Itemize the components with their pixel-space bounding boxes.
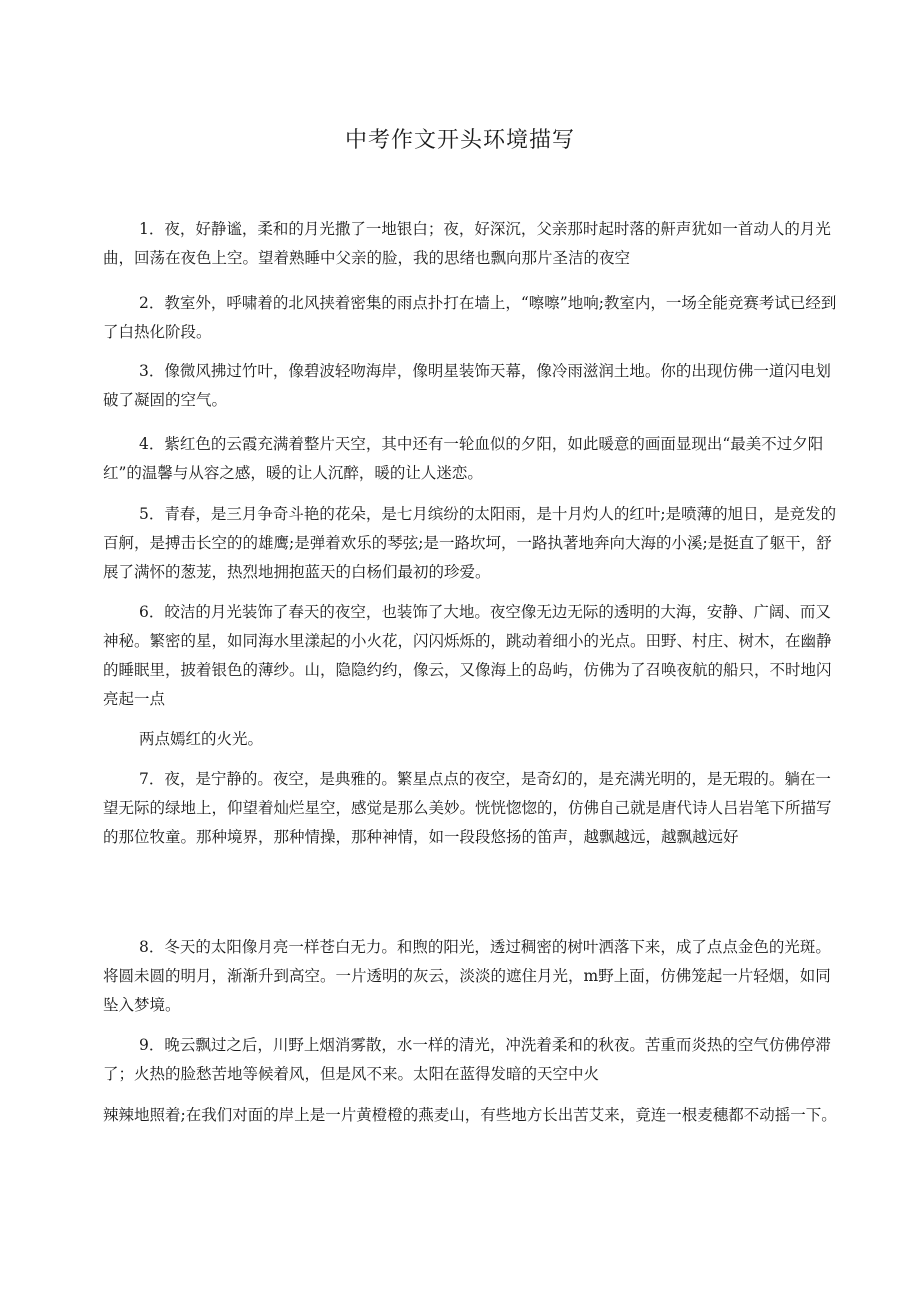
paragraph-7: 7．夜，是宁静的。夜空，是典雅的。繁星点点的夜空，是奇幻的，是充满光明的，是无瑕的。躺在一望无际的绿地上，仰望着灿烂星空，感觉是那么美妙。恍恍惚惚的，仿佛自己就是唐代诗人吕岩笔下所描写的那位牧童。那种境界，那种情操，那种神情，如一段段悠扬的笛声，越飘越远，越飘越远好 <box>103 770 832 846</box>
paragraph-6-continuation: 两点嫣红的火光。 <box>139 730 264 748</box>
paragraph-3: 3．像微风拂过竹叶，像碧波轻吻海岸，像明星装饰天幕，像冷雨滋润土地。你的出现仿佛一道闪电划破了凝固的空气。 <box>103 362 831 409</box>
paragraph-4: 4．紫红色的云霞充满着整片天空，其中还有一轮血似的夕阳，如此暖意的画面显现出“最美不过夕阳红”的温馨与从容之感，暖的让人沉醉，暖的让人迷恋。 <box>103 435 824 482</box>
paragraph-5: 5．青春，是三月争奇斗艳的花朵，是七月缤纷的太阳雨，是十月灼人的红叶;是喷薄的旭日，是竞发的百舸，是搏击长空的的雄鹰;是弹着欢乐的琴弦;是一路坎坷，一路执著地奔向大海的小溪;是挺直了躯干，舒展了满怀的葱茏，热烈地拥抱蓝天的白杨们最初的珍爱。 <box>103 505 837 581</box>
paragraph-1: 1．夜，好静谧，柔和的月光撒了一地银白；夜，好深沉，父亲那时起时落的鼾声犹如一首动人的月光曲，回荡在夜色上空。望着熟睡中父亲的脸，我的思绪也飘向那片圣洁的夜空 <box>103 220 831 267</box>
paragraph-6: 6．皎洁的月光装饰了春天的夜空，也装饰了大地。夜空像无边无际的透明的大海，安静、广阔、而又神秘。繁密的星，如同海水里漾起的小火花，闪闪烁烁的，跳动着细小的光点。田野、村庄、树木，在幽静的睡眠里，披着银色的薄纱。山，隐隐约约，像云，又像海上的岛屿，仿佛为了召唤夜航的船只，不时地闪亮起一点 <box>103 603 832 708</box>
paragraph-9-continuation: 辣辣地照着;在我们对面的岸上是一片黄橙橙的燕麦山，有些地方长出苦艾来，竟连一根麦穗都不动摇一下。 <box>103 1106 837 1124</box>
paragraph-9: 9．晚云飘过之后，川野上烟消雾散，水一样的清光，冲洗着柔和的秋夜。苦重而炎热的空气仿佛停滞了；火热的脸愁苦地等候着风，但是风不来。太阳在蓝得发暗的天空中火 <box>103 1036 831 1083</box>
paragraph-2: 2．教室外，呼啸着的北风挟着密集的雨点扑打在墙上，“嚓嚓”地响;教室内，一场全能竞赛考试已经到了白热化阶段。 <box>103 294 837 341</box>
page-title: 中考作文开头环境描写 <box>344 128 575 153</box>
paragraph-8: 8．冬天的太阳像月亮一样苍白无力。和煦的阳光，透过稠密的树叶洒落下来，成了点点金色的光斑。将圆未圆的明月，渐渐升到高空。一片透明的灰云，淡淡的遮住月光，m野上面，仿佛笼起一片轻烟，如同坠入梦境。 <box>103 938 831 1014</box>
